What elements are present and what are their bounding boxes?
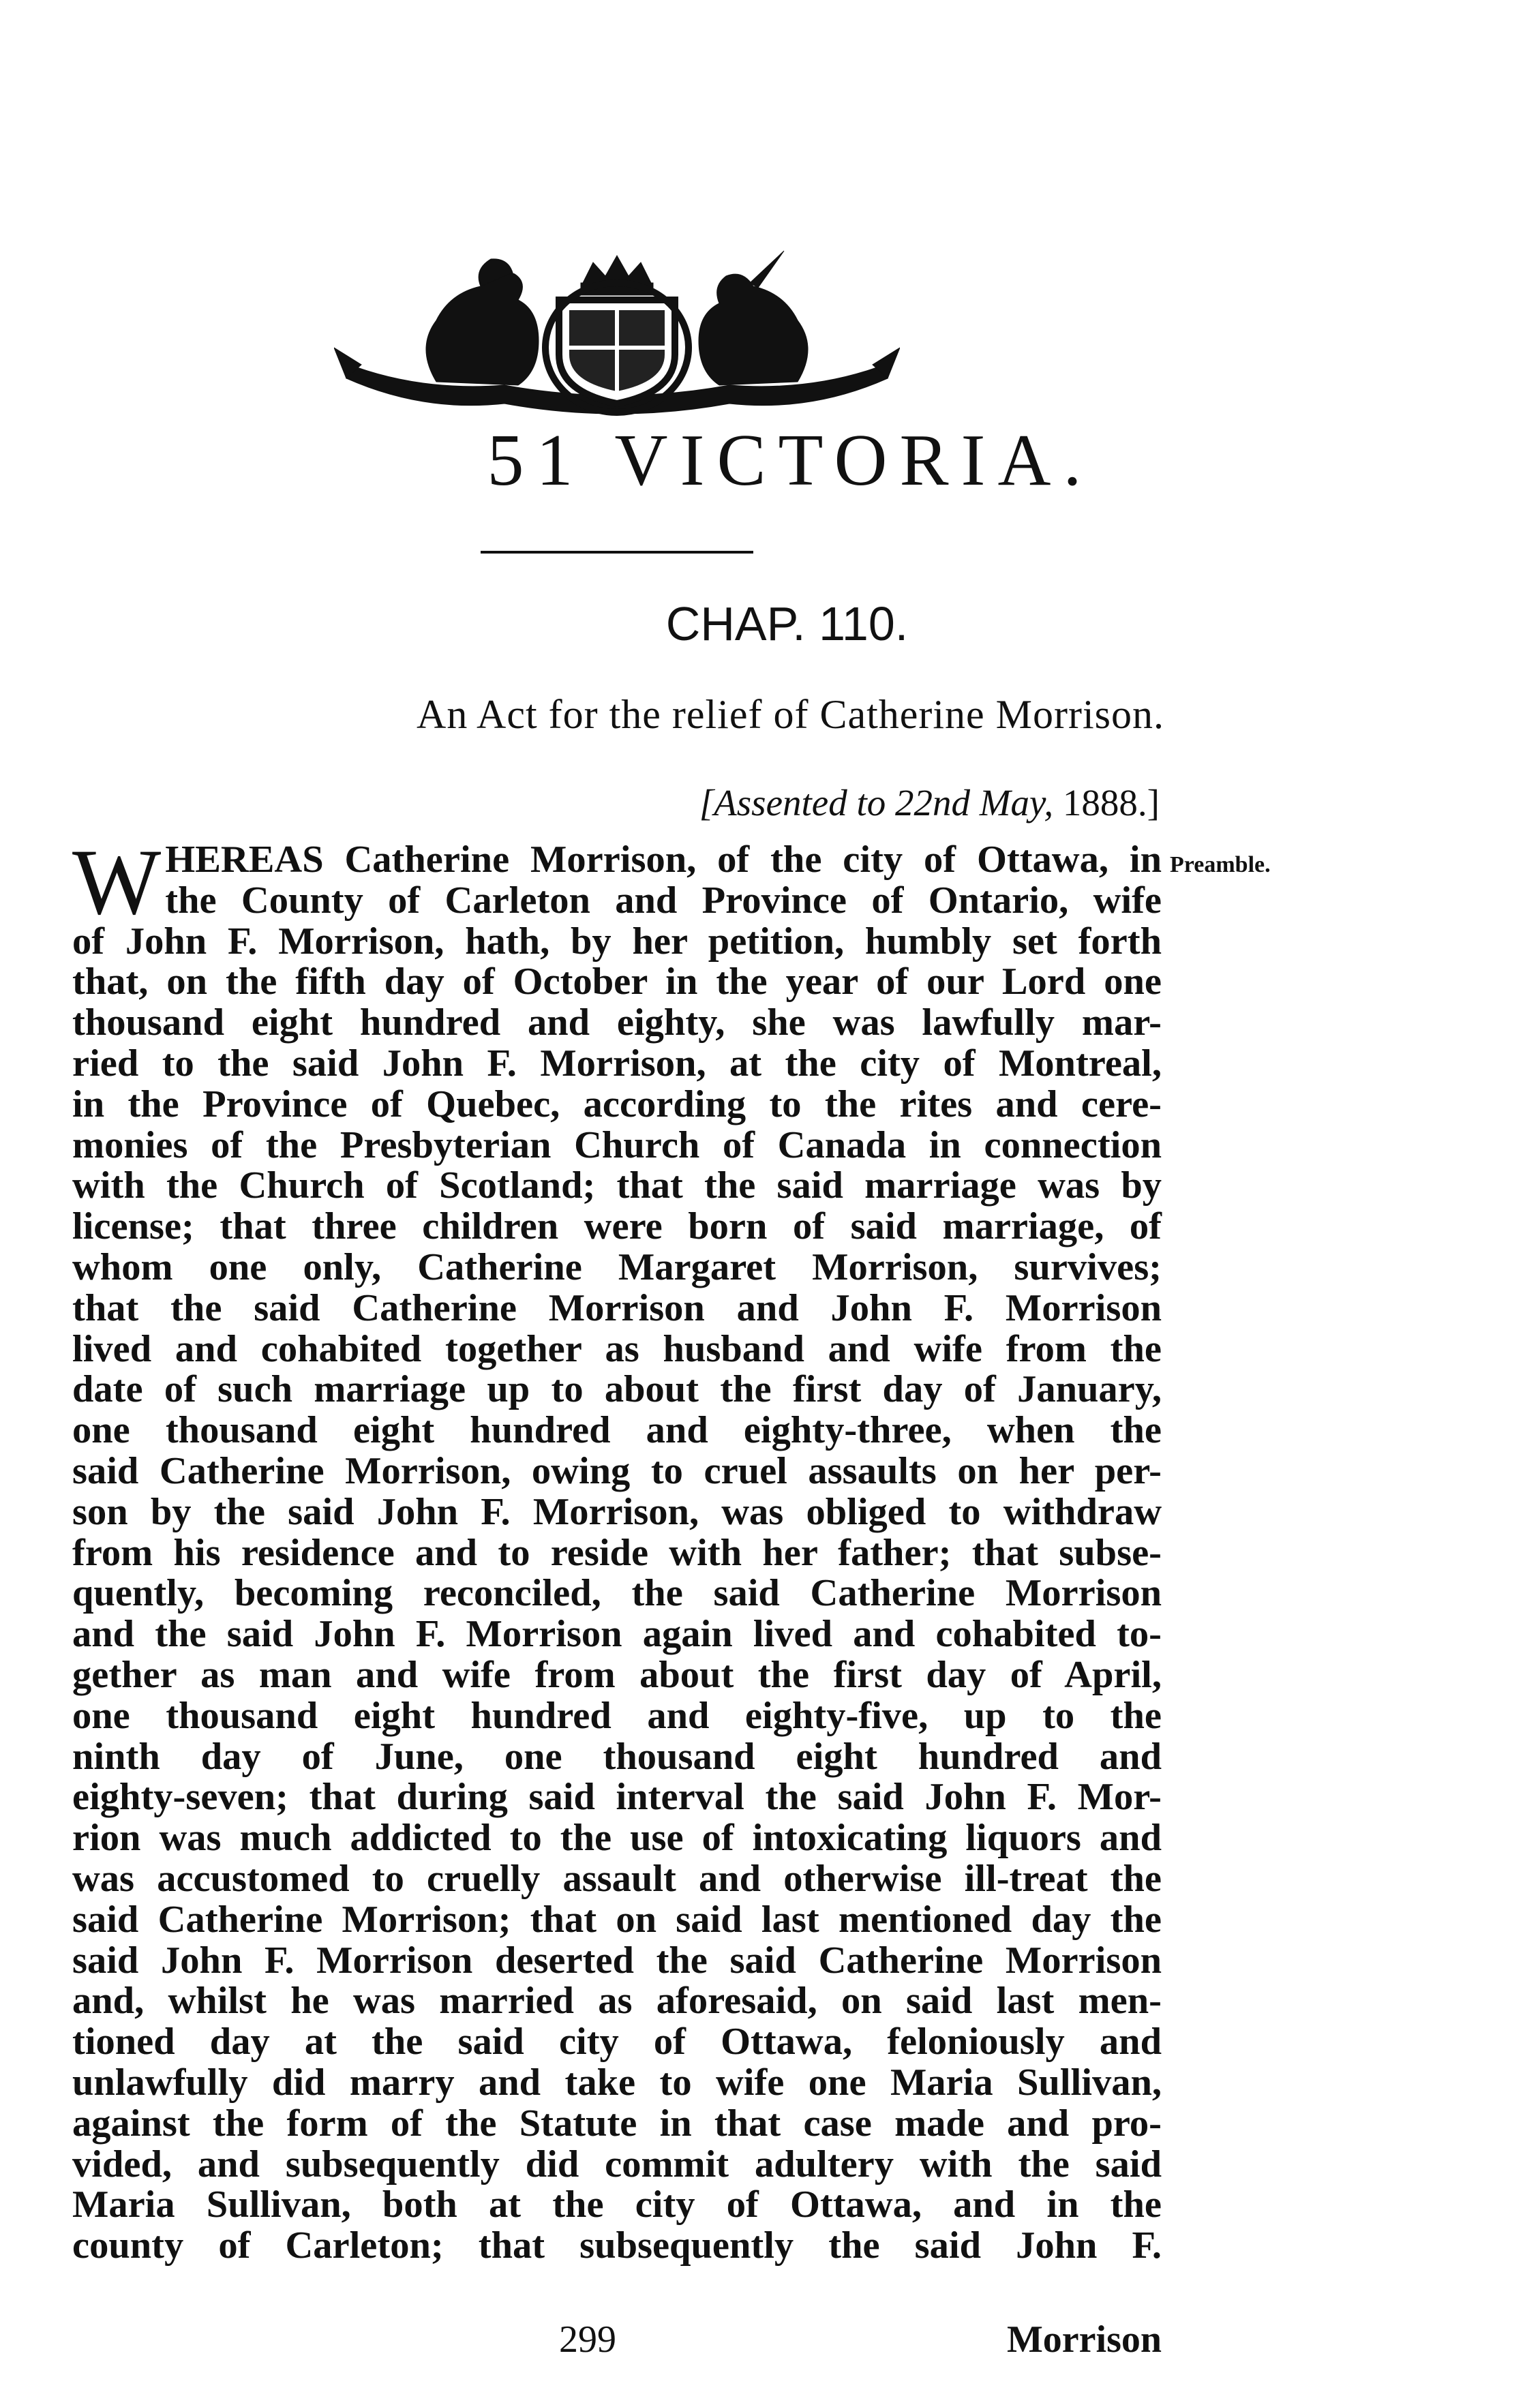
body-line: that the said Catherine Morrison and John F. Morrison [72, 1286, 1162, 1329]
body-line: one thousand eight hundred and eighty-three, when the [72, 1409, 1162, 1452]
marginal-note-preamble: Preamble. [1170, 852, 1271, 877]
body-line: said Catherine Morrison; that on said last mentioned day the [72, 1898, 1162, 1941]
royal-coat-of-arms [334, 245, 900, 436]
body-line: the County of Carleton and Province of Ontario, wife [165, 879, 1162, 922]
body-line: eighty-seven; that during said interval the said John F. Mor- [72, 1776, 1162, 1819]
body-line: and the said John F. Morrison again lived and cohabited to- [72, 1613, 1162, 1656]
body-line: said John F. Morrison deserted the said Catherine Morrison [72, 1939, 1162, 1982]
catchword: Morrison [1006, 2318, 1162, 2361]
drop-cap: W [72, 830, 162, 934]
body-line: son by the said John F. Morrison, was obliged to withdraw [72, 1490, 1162, 1533]
body-line: from his residence and to reside with her father; that subse- [72, 1531, 1162, 1574]
body-line: gether as man and wife from about the first day of April, [72, 1653, 1162, 1696]
body-line: against the form of the Statute in that case made and pro- [72, 2102, 1162, 2145]
body-line: monies of the Presbyterian Church of Canada in connection [72, 1123, 1162, 1166]
assent-year: 1888.] [1053, 782, 1160, 823]
body-line: HEREAS Catherine Morrison, of the city of Ottawa, in [165, 838, 1162, 881]
body-line: tioned day at the said city of Ottawa, feloniously and [72, 2021, 1162, 2063]
body-line: quently, becoming reconciled, the said Catherine Morrison [72, 1572, 1162, 1615]
page-number: 299 [559, 2318, 616, 2361]
body-line: license; that three children were born of said marriage, of [72, 1205, 1162, 1248]
body-line: in the Province of Quebec, according to the rites and cere- [72, 1083, 1162, 1125]
regnal-year-heading: 51 VICTORIA. [487, 420, 1094, 501]
body-line: one thousand eight hundred and eighty-five, up to the [72, 1694, 1162, 1737]
body-line: date of such marriage up to about the first day of January, [72, 1368, 1162, 1411]
body-line: of John F. Morrison, hath, by her petition, humbly set forth [72, 920, 1162, 963]
body-line: said Catherine Morrison, owing to cruel assaults on her per- [72, 1449, 1162, 1492]
assent-italic-text: [Assented to 22nd May, [699, 782, 1054, 823]
chapter-heading: CHAP. 110. [665, 597, 909, 650]
body-line: that, on the fifth day of October in the year of our Lord one [72, 961, 1162, 1003]
body-line: county of Carleton; that subsequently the said John F. [72, 2224, 1162, 2267]
body-line: ried to the said John F. Morrison, at the city of Montreal, [72, 1042, 1162, 1085]
act-title: An Act for the relief of Catherine Morrison. [416, 692, 1165, 737]
body-line: with the Church of Scotland; that the said marriage was by [72, 1164, 1162, 1207]
body-line: thousand eight hundred and eighty, she was lawfully mar- [72, 1001, 1162, 1044]
preamble-body [72, 830, 1162, 2267]
body-line: Maria Sullivan, both at the city of Ottawa, and in the [72, 2183, 1162, 2226]
body-line: lived and cohabited together as husband and wife from the [72, 1327, 1162, 1370]
body-line: vided, and subsequently did commit adultery with the said [72, 2143, 1162, 2185]
body-line: was accustomed to cruelly assault and otherwise ill-treat the [72, 1857, 1162, 1900]
body-lines [72, 922, 1162, 2267]
heading-divider [481, 551, 753, 554]
body-line: and, whilst he was married as aforesaid, on said last men- [72, 1980, 1162, 2023]
body-line: whom one only, Catherine Margaret Morrison, survives; [72, 1245, 1162, 1288]
body-line: unlawfully did marry and take to wife one Maria Sullivan, [72, 2061, 1162, 2104]
body-line: rion was much addicted to the use of intoxicating liquors and [72, 1817, 1162, 1860]
assent-date [699, 784, 1160, 821]
body-line: ninth day of June, one thousand eight hundred and [72, 1735, 1162, 1778]
